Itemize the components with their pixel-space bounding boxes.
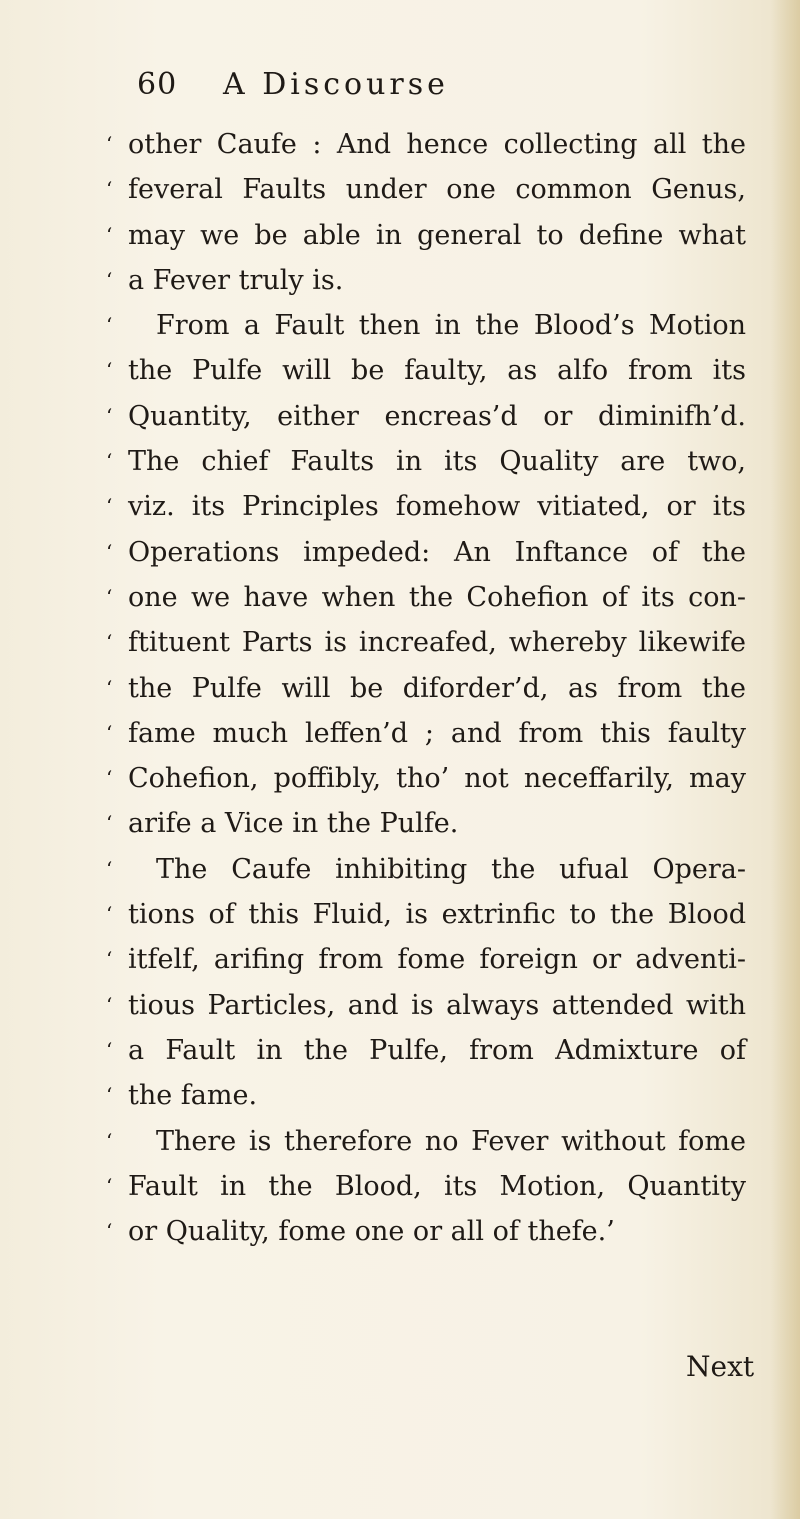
line-text: viz. its Principles fomehow vitiated, or its <box>128 491 746 523</box>
line-text: feveral Faults under one common Genus, <box>128 174 746 206</box>
quote-mark: ‘ <box>106 449 113 474</box>
text-line <box>106 1028 746 1073</box>
quote-mark: ‘ <box>106 811 113 836</box>
text-line <box>106 937 746 982</box>
quote-mark: ‘ <box>106 856 113 881</box>
line-text: arife a Vice in the Pulfe. <box>128 808 459 840</box>
line-text: From a Fault then in the Blood’s Motion <box>156 310 746 342</box>
quote-mark: ‘ <box>106 1037 113 1062</box>
quote-mark: ‘ <box>106 630 113 655</box>
text-line <box>106 484 746 529</box>
text-line <box>106 892 746 937</box>
quote-mark: ‘ <box>106 494 113 519</box>
line-text: The Caufe inhibiting the ufual Opera- <box>156 853 746 885</box>
text-line <box>106 666 746 711</box>
text-line <box>106 530 746 575</box>
line-text: a Fault in the Pulfe, from Admixture of <box>128 1034 746 1066</box>
text-line <box>106 258 746 303</box>
line-text: may we be able in general to define what <box>128 219 746 251</box>
body-text <box>106 122 746 1254</box>
text-line <box>106 1209 746 1254</box>
quote-mark: ‘ <box>106 675 113 700</box>
text-line <box>106 756 746 801</box>
quote-mark: ‘ <box>106 947 113 972</box>
quote-mark: ‘ <box>106 1173 113 1198</box>
text-line <box>106 213 746 258</box>
quote-mark: ‘ <box>106 766 113 791</box>
quote-mark: ‘ <box>106 222 113 247</box>
line-text: the Pulfe will be diforder’d, as from the <box>128 672 746 704</box>
line-text: tious Particles, and is always attended with <box>128 989 746 1021</box>
quote-mark: ‘ <box>106 267 113 292</box>
line-text: the Pulfe will be faulty, as alfo from its <box>128 355 746 387</box>
text-line <box>106 439 746 484</box>
text-line <box>106 620 746 665</box>
quote-mark: ‘ <box>106 720 113 745</box>
line-text: a Fever truly is. <box>128 264 344 296</box>
text-line <box>106 575 746 620</box>
quote-mark: ‘ <box>106 1083 113 1108</box>
line-text: or Quality, fome one or all of thefe.’ <box>128 1216 615 1248</box>
text-line <box>106 303 746 348</box>
text-line <box>106 711 746 756</box>
text-line <box>106 167 746 212</box>
text-line <box>106 1119 746 1164</box>
line-text: Operations impeded: An Inftance of the <box>128 536 746 568</box>
quote-mark: ‘ <box>106 539 113 564</box>
line-text: other Caufe : And hence collecting all the <box>128 129 746 160</box>
page-number: 60 <box>137 67 178 102</box>
catchword: Next <box>686 1350 755 1383</box>
running-title: A Discourse <box>223 67 449 102</box>
quote-mark: ‘ <box>106 132 113 156</box>
page-edge-shadow <box>770 0 800 1519</box>
quote-mark: ‘ <box>106 1128 113 1153</box>
line-text: Cohefion, poffibly, tho’ not neceffarily, may <box>128 763 746 795</box>
line-text: the fame. <box>128 1080 258 1112</box>
line-text: The chief Faults in its Quality are two, <box>128 446 746 478</box>
text-line <box>106 1164 746 1209</box>
line-text: There is therefore no Fever without fome <box>156 1125 746 1157</box>
text-line <box>106 801 746 846</box>
page-header <box>137 67 697 113</box>
quote-mark: ‘ <box>106 902 113 927</box>
text-line <box>106 1073 746 1118</box>
line-text: tions of this Fluid, is extrinfic to the Blood <box>128 899 746 931</box>
line-text: one we have when the Cohefion of its con- <box>128 581 746 613</box>
quote-mark: ‘ <box>106 992 113 1017</box>
text-line <box>106 122 746 167</box>
quote-mark: ‘ <box>106 1219 113 1244</box>
quote-mark: ‘ <box>106 403 113 428</box>
quote-mark: ‘ <box>106 313 113 338</box>
line-text: Fault in the Blood, its Motion, Quantity <box>128 1170 746 1202</box>
line-text: fame much leffen’d ; and from this faulty <box>128 717 746 749</box>
quote-mark: ‘ <box>106 358 113 383</box>
line-text: itfelf, arifing from fome foreign or adventi- <box>128 944 746 976</box>
text-line <box>106 348 746 393</box>
line-text: ftituent Parts is increafed, whereby likewife <box>128 627 746 659</box>
quote-mark: ‘ <box>106 177 113 202</box>
text-line <box>106 847 746 892</box>
line-text: Quantity, either encreas’d or diminifh’d. <box>128 400 746 432</box>
text-line <box>106 394 746 439</box>
text-line <box>106 983 746 1028</box>
quote-mark: ‘ <box>106 584 113 609</box>
